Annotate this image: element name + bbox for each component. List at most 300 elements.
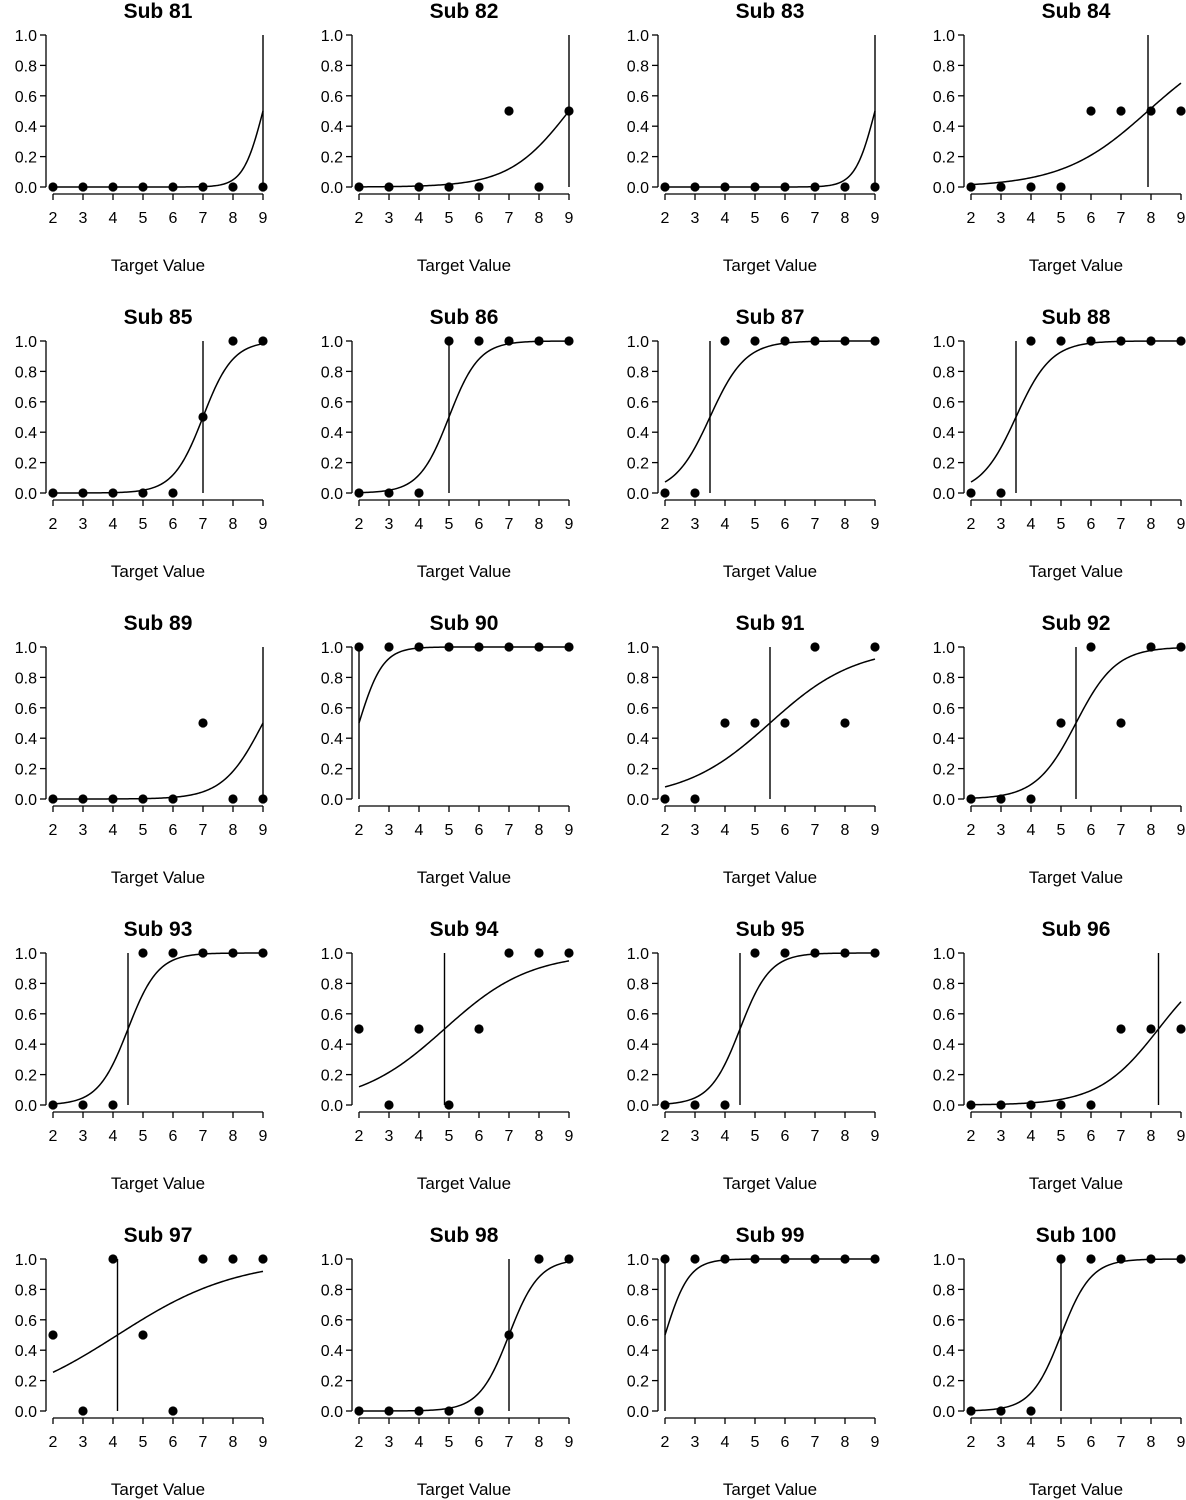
- panel-title: Sub 96: [1041, 918, 1111, 941]
- data-point: [780, 182, 789, 191]
- y-tick-label: 1.0: [626, 1252, 649, 1269]
- x-tick-label: 3: [78, 516, 88, 533]
- y-tick-label: 0.4: [932, 425, 955, 443]
- data-point: [474, 1024, 483, 1033]
- y-tick-label: 1.0: [932, 640, 955, 657]
- data-point: [720, 1254, 729, 1263]
- data-point: [474, 1406, 483, 1415]
- x-tick-label: 9: [870, 822, 880, 839]
- x-tick-label: 3: [690, 210, 700, 227]
- data-point: [660, 1254, 669, 1263]
- y-tick-label: 0.2: [14, 455, 37, 473]
- data-point: [1026, 182, 1035, 191]
- y-tick-label: 0.0: [14, 180, 37, 197]
- panel-sub-94: [321, 918, 574, 1193]
- x-tick-label: 2: [660, 210, 670, 227]
- data-point: [564, 336, 573, 345]
- x-tick-label: 3: [690, 1128, 700, 1145]
- x-tick-label: 2: [354, 822, 364, 839]
- panel-sub-97: [15, 1224, 268, 1499]
- data-point: [414, 488, 423, 497]
- y-tick-label: 0.6: [626, 88, 649, 106]
- data-point: [534, 1254, 543, 1263]
- fitted-curve: [359, 961, 569, 1087]
- y-tick-label: 0.2: [320, 1067, 343, 1085]
- panel-sub-98: [321, 1224, 574, 1499]
- y-tick-label: 0.4: [320, 425, 343, 443]
- panel-title: Sub 91: [735, 612, 805, 635]
- data-point: [384, 488, 393, 497]
- x-tick-label: 2: [48, 822, 58, 839]
- y-tick-label: 0.0: [932, 792, 955, 809]
- data-point: [1146, 336, 1155, 345]
- data-point: [720, 1100, 729, 1109]
- data-point: [1086, 642, 1095, 651]
- data-point: [168, 182, 177, 191]
- data-point: [474, 336, 483, 345]
- panel-title: Sub 99: [735, 1224, 805, 1247]
- y-tick-label: 0.2: [14, 761, 37, 779]
- x-axis-label: Target Value: [416, 1480, 512, 1499]
- y-tick-label: 0.8: [932, 1282, 955, 1300]
- y-tick-label: 0.8: [14, 1282, 37, 1300]
- y-tick-label: 0.6: [320, 88, 343, 106]
- fitted-curve: [665, 953, 875, 1104]
- data-point: [1116, 336, 1125, 345]
- data-point: [108, 488, 117, 497]
- y-tick-label: 0.6: [14, 700, 37, 718]
- x-tick-label: 6: [1086, 210, 1096, 227]
- data-point: [1176, 1254, 1185, 1263]
- data-point: [1026, 1100, 1035, 1109]
- y-tick-label: 0.2: [932, 761, 955, 779]
- x-tick-label: 6: [780, 822, 790, 839]
- y-tick-label: 0.8: [320, 364, 343, 382]
- x-tick-label: 2: [660, 516, 670, 533]
- x-axis-label: Target Value: [416, 562, 512, 581]
- data-point: [840, 1254, 849, 1263]
- y-tick-label: 0.0: [320, 180, 343, 197]
- y-tick-label: 0.2: [320, 149, 343, 167]
- data-point: [996, 1406, 1005, 1415]
- data-point: [444, 1406, 453, 1415]
- panel-title: Sub 82: [429, 0, 499, 23]
- data-point: [504, 948, 513, 957]
- x-tick-label: 7: [198, 822, 208, 839]
- data-point: [1026, 336, 1035, 345]
- data-point: [258, 794, 267, 803]
- x-tick-label: 9: [870, 516, 880, 533]
- data-point: [870, 1254, 879, 1263]
- x-axis-label: Target Value: [1028, 256, 1124, 275]
- data-point: [168, 794, 177, 803]
- x-tick-label: 8: [534, 1128, 544, 1145]
- x-tick-label: 9: [564, 822, 574, 839]
- x-tick-label: 5: [1056, 210, 1066, 227]
- x-tick-label: 5: [750, 210, 760, 227]
- x-tick-label: 7: [1116, 1128, 1126, 1145]
- x-tick-label: 2: [966, 516, 976, 533]
- x-axis-label: Target Value: [110, 868, 206, 887]
- x-tick-label: 4: [720, 822, 730, 839]
- x-tick-label: 7: [1116, 1434, 1126, 1451]
- y-tick-label: 0.0: [626, 486, 649, 503]
- y-tick-label: 0.8: [932, 976, 955, 994]
- x-tick-label: 5: [444, 210, 454, 227]
- x-axis-label: Target Value: [1028, 562, 1124, 581]
- x-tick-label: 5: [1056, 1128, 1066, 1145]
- data-point: [108, 794, 117, 803]
- x-tick-label: 3: [78, 1434, 88, 1451]
- data-point: [534, 336, 543, 345]
- data-point: [870, 182, 879, 191]
- y-tick-label: 0.4: [14, 1037, 37, 1055]
- y-tick-label: 0.8: [626, 976, 649, 994]
- x-tick-label: 8: [228, 516, 238, 533]
- data-point: [228, 182, 237, 191]
- x-tick-label: 6: [474, 822, 484, 839]
- y-tick-label: 0.4: [626, 119, 649, 137]
- x-tick-label: 6: [168, 822, 178, 839]
- y-tick-label: 0.4: [626, 425, 649, 443]
- x-tick-label: 8: [840, 210, 850, 227]
- data-point: [354, 182, 363, 191]
- x-tick-label: 8: [1146, 1434, 1156, 1451]
- data-point: [534, 182, 543, 191]
- panel-title: Sub 86: [429, 306, 499, 329]
- y-tick-label: 0.2: [626, 1067, 649, 1085]
- y-tick-label: 0.8: [320, 976, 343, 994]
- fitted-curve: [359, 111, 569, 187]
- x-tick-label: 8: [1146, 1128, 1156, 1145]
- x-tick-label: 6: [1086, 1128, 1096, 1145]
- fitted-curve: [971, 1002, 1181, 1105]
- data-point: [1086, 106, 1095, 115]
- y-tick-label: 0.8: [14, 364, 37, 382]
- panel-title: Sub 84: [1041, 0, 1111, 23]
- y-tick-label: 1.0: [320, 28, 343, 45]
- x-axis-label: Target Value: [1028, 1174, 1124, 1193]
- data-point: [564, 948, 573, 957]
- data-point: [720, 182, 729, 191]
- y-tick-label: 0.0: [320, 1404, 343, 1421]
- x-tick-label: 2: [354, 516, 364, 533]
- data-point: [720, 718, 729, 727]
- x-axis-label: Target Value: [416, 1174, 512, 1193]
- x-tick-label: 7: [810, 822, 820, 839]
- data-point: [534, 948, 543, 957]
- data-point: [108, 1100, 117, 1109]
- y-tick-label: 0.0: [626, 792, 649, 809]
- y-tick-label: 1.0: [320, 640, 343, 657]
- x-tick-label: 4: [414, 210, 424, 227]
- x-tick-label: 6: [1086, 1434, 1096, 1451]
- y-tick-label: 0.6: [932, 1312, 955, 1330]
- x-tick-label: 2: [966, 1434, 976, 1451]
- y-tick-label: 0.2: [626, 455, 649, 473]
- x-axis-label: Target Value: [1028, 868, 1124, 887]
- data-point: [504, 106, 513, 115]
- x-tick-label: 6: [1086, 516, 1096, 533]
- data-point: [384, 1100, 393, 1109]
- x-tick-label: 4: [414, 516, 424, 533]
- data-point: [138, 182, 147, 191]
- y-tick-label: 0.8: [320, 58, 343, 76]
- data-point: [870, 948, 879, 957]
- fitted-curve: [971, 341, 1181, 482]
- fitted-curve: [971, 83, 1181, 184]
- panel-sub-96: [933, 918, 1186, 1193]
- fitted-curve: [53, 723, 263, 799]
- data-point: [258, 1254, 267, 1263]
- data-point: [414, 642, 423, 651]
- x-tick-label: 7: [810, 1128, 820, 1145]
- x-tick-label: 4: [1026, 822, 1036, 839]
- y-tick-label: 0.4: [626, 1037, 649, 1055]
- x-tick-label: 5: [750, 1128, 760, 1145]
- x-axis-label: Target Value: [1028, 1480, 1124, 1499]
- data-point: [1056, 1254, 1065, 1263]
- y-tick-label: 0.8: [14, 58, 37, 76]
- data-point: [354, 1024, 363, 1033]
- panel-title: Sub 95: [735, 918, 805, 941]
- y-tick-label: 0.4: [932, 1343, 955, 1361]
- data-point: [354, 1406, 363, 1415]
- x-tick-label: 3: [384, 1434, 394, 1451]
- data-point: [810, 948, 819, 957]
- data-point: [444, 642, 453, 651]
- y-tick-label: 0.8: [626, 58, 649, 76]
- y-tick-label: 0.6: [320, 1006, 343, 1024]
- data-point: [534, 642, 543, 651]
- y-tick-label: 0.8: [932, 58, 955, 76]
- x-tick-label: 7: [1116, 516, 1126, 533]
- panel-sub-88: [933, 306, 1186, 581]
- data-point: [564, 106, 573, 115]
- x-tick-label: 5: [750, 822, 760, 839]
- data-point: [258, 182, 267, 191]
- data-point: [750, 336, 759, 345]
- x-axis-label: Target Value: [416, 868, 512, 887]
- panel-title: Sub 87: [735, 306, 805, 329]
- y-tick-label: 0.4: [14, 119, 37, 137]
- data-point: [1176, 336, 1185, 345]
- x-tick-label: 9: [1176, 210, 1186, 227]
- panel-sub-92: [933, 612, 1186, 887]
- x-tick-label: 7: [198, 210, 208, 227]
- x-tick-label: 8: [228, 210, 238, 227]
- x-tick-label: 3: [996, 516, 1006, 533]
- x-tick-label: 8: [228, 822, 238, 839]
- x-tick-label: 7: [504, 822, 514, 839]
- x-tick-label: 7: [810, 210, 820, 227]
- x-tick-label: 4: [414, 822, 424, 839]
- y-tick-label: 1.0: [14, 334, 37, 351]
- panel-sub-100: [933, 1224, 1186, 1499]
- x-tick-label: 8: [1146, 210, 1156, 227]
- data-point: [1056, 718, 1065, 727]
- data-point: [228, 794, 237, 803]
- data-point: [996, 1100, 1005, 1109]
- x-tick-label: 5: [138, 210, 148, 227]
- data-point: [1056, 336, 1065, 345]
- x-tick-label: 9: [564, 1128, 574, 1145]
- y-tick-label: 0.8: [320, 1282, 343, 1300]
- data-point: [1116, 106, 1125, 115]
- data-point: [48, 488, 57, 497]
- data-point: [996, 182, 1005, 191]
- x-tick-label: 5: [1056, 516, 1066, 533]
- x-tick-label: 8: [1146, 822, 1156, 839]
- y-tick-label: 0.0: [320, 486, 343, 503]
- panel-sub-85: [15, 306, 268, 581]
- data-point: [414, 1406, 423, 1415]
- y-tick-label: 0.6: [14, 394, 37, 412]
- y-tick-label: 0.2: [320, 455, 343, 473]
- x-tick-label: 4: [720, 1434, 730, 1451]
- y-tick-label: 0.6: [320, 700, 343, 718]
- y-tick-label: 0.2: [932, 1373, 955, 1391]
- x-tick-label: 5: [444, 1128, 454, 1145]
- x-tick-label: 3: [78, 1128, 88, 1145]
- data-point: [1146, 1254, 1155, 1263]
- x-tick-label: 4: [720, 210, 730, 227]
- y-tick-label: 1.0: [932, 1252, 955, 1269]
- data-point: [78, 488, 87, 497]
- y-tick-label: 0.6: [932, 700, 955, 718]
- y-tick-label: 0.0: [626, 1404, 649, 1421]
- data-point: [966, 488, 975, 497]
- data-point: [966, 1100, 975, 1109]
- x-tick-label: 3: [996, 1128, 1006, 1145]
- y-tick-label: 0.4: [626, 1343, 649, 1361]
- x-tick-label: 7: [198, 516, 208, 533]
- y-tick-label: 0.6: [932, 88, 955, 106]
- x-tick-label: 2: [660, 822, 670, 839]
- x-tick-label: 7: [504, 210, 514, 227]
- data-point: [840, 182, 849, 191]
- y-tick-label: 0.0: [932, 180, 955, 197]
- x-tick-label: 3: [996, 822, 1006, 839]
- x-tick-label: 9: [1176, 1128, 1186, 1145]
- x-tick-label: 3: [384, 1128, 394, 1145]
- y-tick-label: 1.0: [14, 28, 37, 45]
- x-tick-label: 3: [384, 822, 394, 839]
- x-tick-label: 6: [474, 210, 484, 227]
- data-point: [690, 1254, 699, 1263]
- panel-sub-93: [15, 918, 268, 1193]
- x-tick-label: 2: [966, 1128, 976, 1145]
- y-tick-label: 0.4: [320, 1343, 343, 1361]
- data-point: [78, 182, 87, 191]
- data-point: [138, 488, 147, 497]
- data-point: [168, 1406, 177, 1415]
- x-tick-label: 3: [996, 1434, 1006, 1451]
- x-tick-label: 3: [690, 822, 700, 839]
- x-tick-label: 8: [1146, 516, 1156, 533]
- data-point: [690, 1100, 699, 1109]
- fitted-curve: [665, 341, 875, 482]
- y-tick-label: 0.6: [626, 700, 649, 718]
- data-point: [444, 182, 453, 191]
- data-point: [690, 488, 699, 497]
- y-tick-label: 1.0: [932, 28, 955, 45]
- x-tick-label: 6: [780, 1128, 790, 1145]
- y-tick-label: 0.2: [626, 761, 649, 779]
- x-tick-label: 9: [1176, 1434, 1186, 1451]
- y-tick-label: 0.4: [14, 731, 37, 749]
- x-tick-label: 2: [354, 210, 364, 227]
- data-point: [660, 488, 669, 497]
- y-tick-label: 0.0: [14, 486, 37, 503]
- y-tick-label: 0.6: [14, 88, 37, 106]
- data-point: [258, 336, 267, 345]
- y-tick-label: 0.0: [320, 792, 343, 809]
- x-tick-label: 4: [1026, 210, 1036, 227]
- x-tick-label: 2: [966, 822, 976, 839]
- panel-sub-81: [15, 0, 268, 275]
- x-axis-label: Target Value: [416, 256, 512, 275]
- x-tick-label: 9: [258, 516, 268, 533]
- x-tick-label: 9: [258, 822, 268, 839]
- data-point: [384, 182, 393, 191]
- data-point: [750, 718, 759, 727]
- y-tick-label: 1.0: [320, 1252, 343, 1269]
- x-axis-label: Target Value: [722, 1480, 818, 1499]
- x-tick-label: 2: [48, 1434, 58, 1451]
- data-point: [996, 488, 1005, 497]
- x-tick-label: 5: [1056, 822, 1066, 839]
- panel-sub-84: [933, 0, 1186, 275]
- data-point: [690, 182, 699, 191]
- panel-sub-86: [321, 306, 574, 581]
- x-tick-label: 2: [354, 1128, 364, 1145]
- y-tick-label: 0.0: [932, 486, 955, 503]
- y-tick-label: 0.8: [626, 364, 649, 382]
- panel-title: Sub 93: [123, 918, 193, 941]
- x-tick-label: 9: [258, 210, 268, 227]
- y-tick-label: 0.8: [626, 1282, 649, 1300]
- data-point: [564, 642, 573, 651]
- x-tick-label: 8: [228, 1128, 238, 1145]
- data-point: [1026, 1406, 1035, 1415]
- y-tick-label: 1.0: [320, 946, 343, 963]
- data-point: [444, 336, 453, 345]
- y-tick-label: 0.6: [932, 1006, 955, 1024]
- data-point: [780, 336, 789, 345]
- x-axis-label: Target Value: [110, 1174, 206, 1193]
- x-tick-label: 6: [780, 516, 790, 533]
- y-tick-label: 0.0: [14, 1404, 37, 1421]
- x-tick-label: 4: [414, 1128, 424, 1145]
- data-point: [48, 1100, 57, 1109]
- x-tick-label: 5: [138, 1434, 148, 1451]
- y-tick-label: 0.4: [932, 1037, 955, 1055]
- x-tick-label: 7: [504, 516, 514, 533]
- y-tick-label: 1.0: [932, 334, 955, 351]
- data-point: [354, 488, 363, 497]
- x-tick-label: 5: [138, 516, 148, 533]
- y-tick-label: 0.4: [320, 119, 343, 137]
- panel-title: Sub 88: [1041, 306, 1111, 329]
- panel-sub-83: [627, 0, 880, 275]
- x-tick-label: 3: [996, 210, 1006, 227]
- panel-title: Sub 94: [429, 918, 499, 941]
- x-tick-label: 3: [384, 516, 394, 533]
- x-axis-label: Target Value: [110, 562, 206, 581]
- y-tick-label: 0.6: [14, 1312, 37, 1330]
- data-point: [810, 182, 819, 191]
